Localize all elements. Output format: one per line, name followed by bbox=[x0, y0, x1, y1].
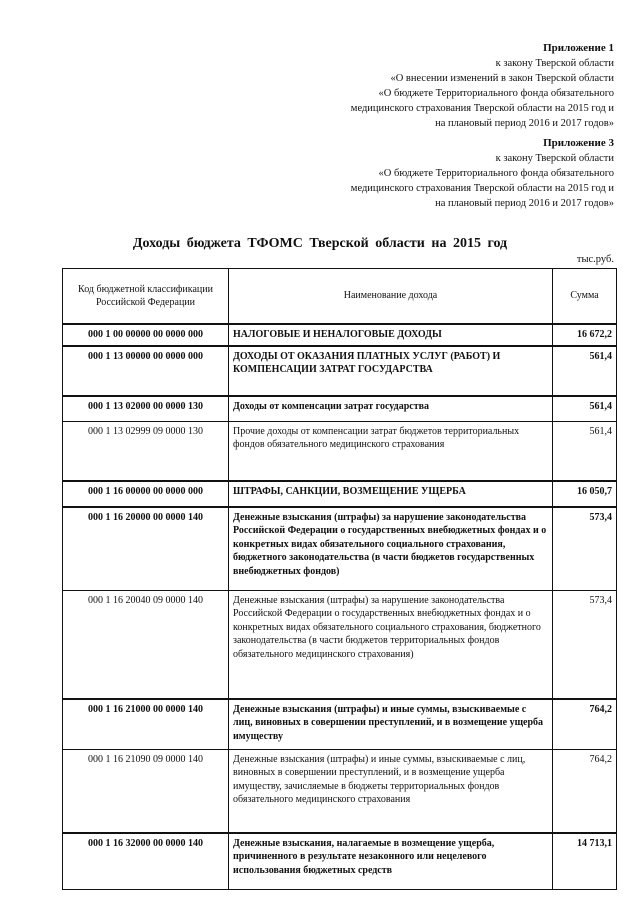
appendix-1-header bbox=[351, 41, 614, 131]
header-name: Наименование дохода bbox=[229, 269, 553, 325]
appendix-3-header bbox=[351, 136, 614, 211]
budget-code-cell: 000 1 16 21090 09 0000 140 bbox=[63, 749, 229, 833]
income-name-cell: Денежные взыскания (штрафы) за нарушение законодательства Российской Федерации о государственных внебюджетных фондах и о конкретных видах обязательного социального страхования, бюджетного законодательства (в части бюджетов территориальных фондов обязательного медицинского страхования) bbox=[229, 590, 553, 699]
amount-cell: 561,4 bbox=[553, 346, 617, 396]
amount-cell: 764,2 bbox=[553, 749, 617, 833]
amount-cell: 561,4 bbox=[553, 421, 617, 481]
table-row bbox=[63, 699, 617, 750]
table-row bbox=[63, 590, 617, 699]
appendix-1-line: на плановый период 2016 и 2017 годов» bbox=[435, 118, 614, 129]
appendix-1-line: «О внесении изменений в закон Тверской области bbox=[390, 73, 614, 84]
appendix-1-line: «О бюджете Территориального фонда обязательного bbox=[378, 88, 614, 99]
budget-code-cell: 000 1 13 02999 09 0000 130 bbox=[63, 421, 229, 481]
income-name-cell: НАЛОГОВЫЕ И НЕНАЛОГОВЫЕ ДОХОДЫ bbox=[229, 324, 553, 346]
appendix-3-line: к закону Тверской области bbox=[495, 153, 614, 164]
appendix-3-line: на плановый период 2016 и 2017 годов» bbox=[435, 198, 614, 209]
amount-cell: 764,2 bbox=[553, 699, 617, 750]
appendix-1-title: Приложение 1 bbox=[543, 42, 614, 54]
budget-code-cell: 000 1 00 00000 00 0000 000 bbox=[63, 324, 229, 346]
amount-cell: 573,4 bbox=[553, 590, 617, 699]
income-name-cell: Денежные взыскания (штрафы) за нарушение законодательства Российской Федерации о государственных внебюджетных фондах и о конкретных видах обязательного социального страхования, бюджетного законодательства (в части бюджетов государственных внебюджетных фондов) bbox=[229, 507, 553, 591]
table-row bbox=[63, 421, 617, 481]
appendix-3-title: Приложение 3 bbox=[543, 137, 614, 149]
income-name-cell: Денежные взыскания (штрафы) и иные суммы, взыскиваемые с лиц, виновных в совершении преступлений, и в возмещение ущерба имуществу, зачисляемые в бюджеты территориальных фондов обязательного медицинского страхования bbox=[229, 749, 553, 833]
header-sum: Сумма bbox=[553, 269, 617, 325]
budget-code-cell: 000 1 13 00000 00 0000 000 bbox=[63, 346, 229, 396]
table-row bbox=[63, 481, 617, 507]
appendix-1-line: медицинского страхования Тверской области на 2015 год и bbox=[350, 103, 614, 114]
income-name-cell: ШТРАФЫ, САНКЦИИ, ВОЗМЕЩЕНИЕ УЩЕРБА bbox=[229, 481, 553, 507]
income-name-cell: ДОХОДЫ ОТ ОКАЗАНИЯ ПЛАТНЫХ УСЛУГ (РАБОТ) И КОМПЕНСАЦИИ ЗАТРАТ ГОСУДАРСТВА bbox=[229, 346, 553, 396]
budget-code-cell: 000 1 16 00000 00 0000 000 bbox=[63, 481, 229, 507]
amount-cell: 573,4 bbox=[553, 507, 617, 591]
income-name-cell: Денежные взыскания (штрафы) и иные суммы, взыскиваемые с лиц, виновных в совершении преступлений, и в возмещение ущерба имуществу bbox=[229, 699, 553, 750]
budget-code-cell: 000 1 16 32000 00 0000 140 bbox=[63, 833, 229, 890]
unit-label: тыс.руб. bbox=[576, 254, 614, 265]
table-body bbox=[63, 324, 617, 889]
appendix-3-line: «О бюджете Территориального фонда обязательного bbox=[378, 168, 614, 179]
amount-cell: 16 050,7 bbox=[553, 481, 617, 507]
appendix-3-line: медицинского страхования Тверской области на 2015 год и bbox=[350, 183, 614, 194]
table-row bbox=[63, 324, 617, 346]
header-code: Код бюджетной классификации Российской Федерации bbox=[63, 269, 229, 325]
table-row bbox=[63, 507, 617, 591]
appendix-1-line: к закону Тверской области bbox=[495, 58, 614, 69]
budget-code-cell: 000 1 16 21000 00 0000 140 bbox=[63, 699, 229, 750]
income-name-cell: Прочие доходы от компенсации затрат бюджетов территориальных фондов обязательного медицинского страхования bbox=[229, 421, 553, 481]
table-row bbox=[63, 346, 617, 396]
income-name-cell: Доходы от компенсации затрат государства bbox=[229, 396, 553, 422]
budget-code-cell: 000 1 16 20000 00 0000 140 bbox=[63, 507, 229, 591]
amount-cell: 16 672,2 bbox=[553, 324, 617, 346]
budget-code-cell: 000 1 16 20040 09 0000 140 bbox=[63, 590, 229, 699]
table-header-row bbox=[63, 269, 617, 325]
table-row bbox=[63, 396, 617, 422]
amount-cell: 14 713,1 bbox=[553, 833, 617, 890]
budget-code-cell: 000 1 13 02000 00 0000 130 bbox=[63, 396, 229, 422]
table-row bbox=[63, 749, 617, 833]
income-name-cell: Денежные взыскания, налагаемые в возмещение ущерба, причиненного в результате незаконного или нецелевого использования бюджетных средств bbox=[229, 833, 553, 890]
table-row bbox=[63, 833, 617, 890]
amount-cell: 561,4 bbox=[553, 396, 617, 422]
revenue-table bbox=[62, 268, 617, 890]
document-title: Доходы бюджета ТФОМС Тверской области на 2015 год bbox=[132, 236, 508, 251]
